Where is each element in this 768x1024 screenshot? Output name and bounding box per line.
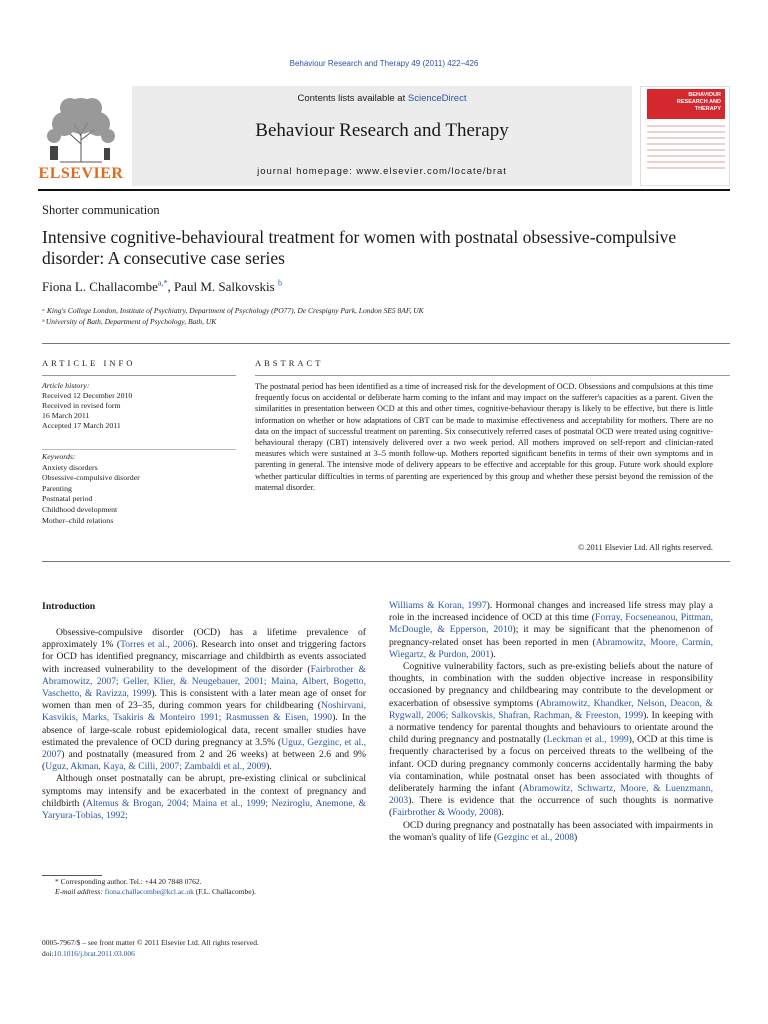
- corresponding-author-note: * Corresponding author. Tel.: +44 20 7848 0762.: [55, 877, 202, 886]
- cover-text: BEHAVIOUR RESEARCH AND THERAPY: [676, 92, 721, 112]
- history-item: Received in revised form: [42, 401, 121, 410]
- elsevier-wordmark: ELSEVIER: [38, 165, 124, 182]
- citation-link[interactable]: Noshirvani, Kasvikis, Marks, Tsakiris & Monteiro 1991; Rasmussen & Eisen, 1990: [42, 700, 366, 724]
- email-note: E-mail address: fiona.challacombe@kcl.ac.uk (F.L. Challacombe).: [55, 887, 256, 896]
- keyword: Mother–child relations: [42, 515, 114, 525]
- paragraph: Williams & Koran, 1997). Hormonal changes and increased life stress may play a role in the increased incidence of OCD at this time (Forray, Focseneanou, Pittman, McDougle, & Epperson, 2010); it may be significant that the phenomenon of pregnancy-related onset has been reported in men (Abramowitz, Moore, Carmin, Wiegartz, & Purdon, 2001).: [389, 600, 713, 660]
- cover-decor: [647, 125, 725, 173]
- keywords: Keywords: Anxiety disorders Obsessive-compulsive disorder Parenting Postnatal period Childhood development Mother–child relations: [42, 452, 140, 525]
- copyright: © 2011 Elsevier Ltd. All rights reserved.: [577, 543, 713, 552]
- paragraph: Obsessive-compulsive disorder (OCD) has a lifetime prevalence of approximately 1% (Torres et al., 2006). Research into onset and triggering factors for OCD has identified pregnancy, miscarriage and childbirth as events associated with increased vulnerability to the development of the disorder (Fairbrother & Abramowitz, 2007; Geller, Klier, & Neugebauer, 2001; Maina, Albert, Bogetto, Vaschetto, & Ravizza, 1999). This is consistent with a later mean age of onset for women than men of 23–35, during common years for childbearing (Noshirvani, Kasvikis, Marks, Tsakiris & Monteiro 1991; Rasmussen & Eisen, 1990). In the absence of large-scale robust epidemiological data, recent smaller studies have estimated the prevalence of OCD during pregnancy at 3.5% (Uguz, Gezginc, et al., 2007) and postnatally (measured from 2 and 26 weeks) at between 2.6 and 9% (Uguz, Akman, Kaya, & Cilli, 2007; Zambaldi et al., 2009).: [42, 627, 366, 773]
- header-rule: [38, 189, 730, 191]
- divider: [42, 449, 236, 450]
- article-type: Shorter communication: [42, 203, 160, 217]
- keyword: Childhood development: [42, 504, 118, 514]
- divider: [42, 561, 730, 562]
- divider: [42, 343, 730, 344]
- abstract-heading: ABSTRACT: [255, 358, 324, 368]
- affiliations: [42, 305, 424, 327]
- elsevier-tree-icon: [40, 94, 122, 164]
- elsevier-logo: [38, 94, 124, 186]
- doi-link[interactable]: 10.1016/j.brat.2011.03.006: [53, 948, 135, 958]
- citation-link[interactable]: Williams & Koran, 1997: [389, 600, 487, 611]
- divider: [42, 375, 236, 376]
- footnotes: [42, 877, 256, 897]
- paragraph: Cognitive vulnerability factors, such as pre-existing beliefs about the nature of thoughts, in combination with the sudden objective increase in responsibility occasioned by pregnancy and childbearing may contribute to the development or exacerbation of obsessive symptoms (Abramowitz, Khandker, Nelson, Deacon, & Rygwall, 2006; Salkovskis, Shafran, Rachman, & Freeston, 1999). In keeping with a normative tendency for parental thoughts and behaviours to orientate around the child during pregnancy and postnatally (Leckman et al., 1999), OCD at this time is frequently characterised by a focus on perceived threats to the wellbeing of the infant. OCD during pregnancy commonly concerns accidentally harming the baby via contamination, while postnatal onset has been associated with thoughts of deliberately harming the infant (Abramowitz, Schwartz, Moore, & Luenzmann, 2003). There is evidence that the occurrence of such thoughts is normative (Fairbrother & Woody, 2008).: [389, 661, 714, 819]
- citation-link[interactable]: Fairbrother & Woody, 2008: [392, 807, 499, 819]
- citation-link[interactable]: Abramowitz, Moore, Carmin, Wiegartz, & Purdon, 2001: [389, 636, 713, 660]
- history-item: Accepted 17 March 2011: [42, 421, 121, 430]
- citation-link[interactable]: Forray, Focseneanou, Pittman, McDougle, & Epperson, 2010: [389, 612, 713, 636]
- paragraph: OCD during pregnancy and postnatally has been associated with impairments in the woman's quality of life (Gezginc et al., 2008): [389, 819, 713, 843]
- email-link[interactable]: fiona.challacombe@kcl.ac.uk: [104, 887, 194, 896]
- front-matter: [42, 938, 259, 959]
- keyword: Anxiety disorders: [42, 462, 98, 472]
- article-history: Article history: Received 12 December 2010 Received in revised form 16 March 2011 Accepted 17 March 2011: [42, 381, 133, 430]
- affiliation-a-marker[interactable]: a,*: [157, 278, 168, 288]
- author-2: Paul M. Salkovskis: [173, 279, 275, 294]
- keyword: Postnatal period: [42, 494, 93, 504]
- issn-line: 0005-7967/$ – see front matter © 2011 Elsevier Ltd. All rights reserved.: [42, 938, 259, 947]
- section-heading-introduction: Introduction: [42, 601, 96, 612]
- affiliation-b-marker[interactable]: b: [277, 278, 282, 288]
- citation-link[interactable]: Uguz, Akman, Kaya, & Cilli, 2007; Zambaldi et al., 2009: [45, 761, 267, 773]
- history-item: Received 12 December 2010: [42, 391, 133, 400]
- paragraph: Although onset postnatally can be abrupt, pre-existing clinical or subclinical symptoms may intensify and be exacerbated in the context of pregnancy and childbirth (Altemus & Brogan, 2004; Maina et al., 1999; Neziroglu, Anemone, & Yaryura-Tobias, 1992;: [42, 773, 366, 822]
- body-column-left: [42, 627, 366, 822]
- citation-link[interactable]: Altemus & Brogan, 2004; Maina et al., 1999; Neziroglu, Anemone, & Yaryura-Tobias, 1992;: [42, 797, 366, 822]
- footnote-rule: [42, 875, 102, 876]
- journal-citation[interactable]: Behaviour Research and Therapy 49 (2011) 422–426: [289, 59, 479, 68]
- divider: [255, 375, 730, 376]
- journal-title: Behaviour Research and Therapy: [255, 120, 509, 141]
- citation-link[interactable]: Leckman et al., 1999: [546, 734, 629, 746]
- keyword: Obsessive-compulsive disorder: [42, 473, 140, 483]
- history-item: 16 March 2011: [42, 411, 90, 420]
- doi-line: doi:10.1016/j.brat.2011.03.006: [42, 948, 135, 958]
- authors: Fiona L. Challacombe$^{a,*}$, Paul M. Salkovskis $^b$: [42, 278, 282, 294]
- citation-link[interactable]: Fairbrother & Abramowitz, 2007; Geller, Klier, & Neugebauer, 2001; Maina, Albert, Bogetto, Vaschetto, & Ravizza, 1999: [42, 663, 366, 700]
- author-1: Fiona L. Challacombe: [42, 279, 158, 294]
- article-info-heading: ARTICLE INFO: [42, 358, 136, 368]
- journal-cover-thumbnail[interactable]: [640, 86, 730, 186]
- contents-line: Contents lists available at ScienceDirect: [297, 93, 467, 104]
- citation-link[interactable]: Torres et al., 2006: [120, 639, 193, 651]
- affiliation-b: ᵇ University of Bath, Department of Psychology, Bath, UK: [42, 317, 217, 326]
- citation-link[interactable]: Gezginc et al., 2008: [497, 831, 575, 843]
- citation-link[interactable]: Uguz, Gezginc, et al., 2007: [42, 736, 366, 761]
- keyword: Parenting: [42, 483, 72, 493]
- journal-homepage[interactable]: journal homepage: www.elsevier.com/locate/brat: [257, 166, 507, 177]
- abstract-text: The postnatal period has been identified as a time of increased risk for the development of OCD. Obsessions and compulsions at this time frequently focus on accidental or deliberate harm coming to the infant and may impact on the sufferer's capacities as a parent. Given the similarities in presentation between OCD at this and other times, cognitive-behaviour therapy is likely to be effective, but there is little information on whether or how adaptations of CBT can be made to maximise effectiveness and acceptability for mothers. There are no data on the impact of successful treatment on parenting. Six consecutively referred cases of postnatal OCD were treated using cognitive-behavioural therapy (CBT) intensively delivered over a two week period. All mothers improved on self-report and clinician-rated measures which were sustained at 3–5 month follow-up. Mothers reported significant benefits in terms of their own symptoms and in parenting in general. The intensive mode of delivery appears to be effective and acceptable for this group. Future work should explore whether particular difficulties in terms of parenting are experienced by this group and whether these persist beyond the remission of the maternal disorder.: [255, 382, 713, 492]
- citation-link[interactable]: Abramowitz, Schwartz, Moore, & Luenzmann, 2003: [389, 783, 713, 807]
- citation-link[interactable]: Abramowitz, Khandker, Nelson, Deacon, & Rygwall, 2006; Salkovskis, Shafran, Rachman, & Freeston, 1999: [389, 697, 713, 721]
- cover-band: [647, 89, 725, 119]
- article-title: Intensive cognitive-behavioural treatment for women with postnatal obsessive-compulsive disorder: A consecutive case series: [42, 227, 677, 268]
- body-column-right: [389, 600, 713, 844]
- affiliation-a: ᵃ King's College London, Institute of Psychiatry, Department of Psychology (PO77), De Crespigny Park, London SE5 8AF, UK: [42, 306, 424, 315]
- corresponding-marker: *: [163, 278, 168, 288]
- sciencedirect-link[interactable]: ScienceDirect: [407, 93, 467, 104]
